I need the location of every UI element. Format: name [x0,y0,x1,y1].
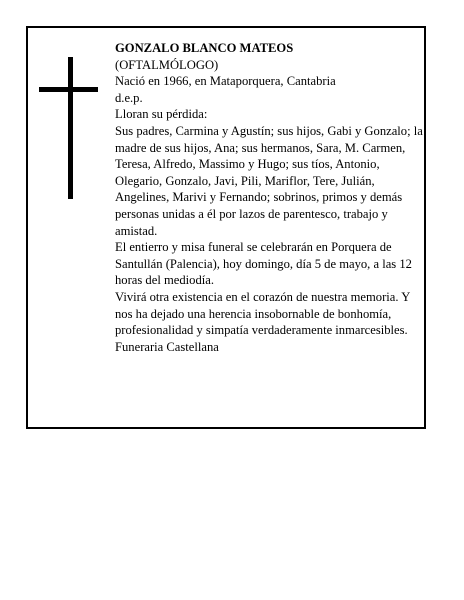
tribute-text: Vivirá otra existencia en el corazón de nuestra memoria. Y nos ha dejado una herencia insobornable de bonhomía, profesionalidad y simpatía verdaderamente inmarcesibles. [115,289,410,338]
obituary-text [115,40,425,355]
deceased-profession: (OFTALMÓLOGO) [115,57,219,72]
rest-in-peace: d.e.p. [115,90,143,105]
cross-horizontal-bar [39,87,98,92]
obituary-notice [26,26,426,429]
cross-vertical-bar [68,57,73,199]
birth-details: Nació en 1966, en Mataporquera, Cantabria [115,74,336,89]
funeral-details: El entierro y misa funeral se celebrarán en Porquera de Santullán (Palencia), hoy domingo, día 5 de mayo, a las 12 horas del mediodía. [115,240,412,288]
mourners-list: Sus padres, Carmina y Agustín; sus hijos, Gabi y Gonzalo; la madre de sus hijos, Ana; sus hermanos, Sara, M. Carmen, Teresa, Alfredo, Massimo y Hugo; sus tíos, Antonio, Olegario, Gonzalo, Javi, Pili, Mariflor, Tere, Julián, Angelines, Marivi y Fernando; sobrinos, primos y demás personas unidas a él por lazos de parentesco, trabajo y amistad. [115,123,423,238]
deceased-name: GONZALO BLANCO MATEOS [115,41,294,55]
funeral-home: Funeraria Castellana [115,339,219,354]
mourners-intro: Lloran su pérdida: [115,107,208,122]
